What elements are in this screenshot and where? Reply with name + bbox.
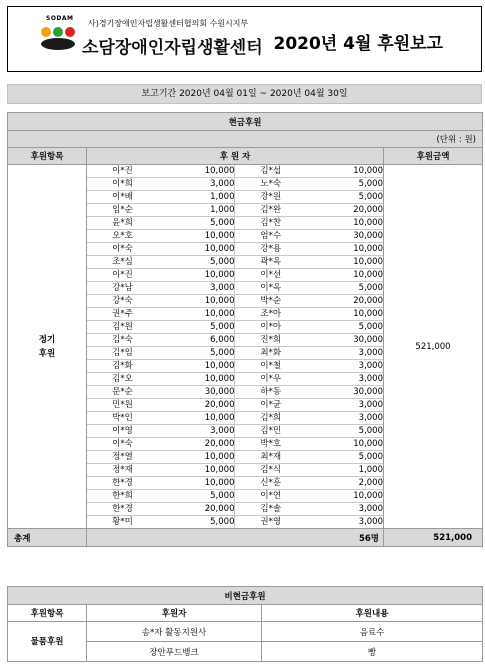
- donor-amount: 1,000: [158, 204, 235, 217]
- donor-name: 권*영: [260, 517, 282, 528]
- donor-amount: 3,000: [306, 373, 383, 386]
- category-amount: 521,000: [384, 165, 483, 529]
- donor-amount: 30,000: [306, 230, 383, 243]
- donor-row: [87, 230, 383, 243]
- donor-amount: 10,000: [158, 451, 235, 464]
- cash-section-title: 현금후원: [8, 113, 483, 131]
- donor-name: 김*오: [87, 373, 158, 386]
- donor-amount: 10,000: [158, 243, 235, 256]
- donor-name: 임*순: [87, 204, 158, 217]
- donor-amount: 3,000: [158, 425, 235, 438]
- donor-amount: 3,000: [306, 360, 383, 373]
- donor-amount: 10,000: [306, 165, 383, 178]
- donor-amount: 10,000: [158, 230, 235, 243]
- donor-name: 이*배: [87, 191, 158, 204]
- donor-amount: 3,000: [158, 178, 235, 191]
- donor-name: 곽*옥: [235, 256, 306, 269]
- donor-amount: 20,000: [306, 295, 383, 308]
- donor-name: 이*철: [235, 360, 306, 373]
- donor-row: [87, 321, 383, 334]
- donor-name: 이*우: [235, 373, 306, 386]
- donor-name: 김*찬: [235, 217, 306, 230]
- donor-amount: 10,000: [306, 269, 383, 282]
- donor-name: 강*숙: [87, 295, 158, 308]
- donor-row: [87, 334, 383, 347]
- donor-amount: 5,000: [306, 178, 383, 191]
- donor-amount: 2,000: [306, 477, 383, 490]
- donor-name: 윤*희: [87, 217, 158, 230]
- donor-row: [87, 308, 383, 321]
- donor-amount: 5,000: [306, 425, 383, 438]
- donor-row: [87, 282, 383, 295]
- noncash-donation-table: [7, 586, 483, 662]
- donor-amount: 20,000: [158, 438, 235, 451]
- donor-name: 조*아: [235, 308, 306, 321]
- donor-name: 신*훈: [235, 477, 306, 490]
- donor-amount: 6,000: [158, 334, 235, 347]
- report-period: 보고기간 2020년 04월 01일 ~ 2020년 04월 30일: [7, 84, 482, 104]
- donor-row: [87, 503, 383, 516]
- donor-name: 김*섭: [235, 165, 306, 178]
- donor-row: [87, 191, 383, 204]
- col-header-donor: 후 원 자: [87, 148, 384, 165]
- donor-name: 한*경: [87, 477, 158, 490]
- donor-name: 조*심: [87, 256, 158, 269]
- donor-name: 엄*수: [235, 230, 306, 243]
- unit-note: (단위 : 원): [8, 131, 483, 148]
- nc-content: 빵: [262, 642, 483, 662]
- donor-amount: 20,000: [158, 503, 235, 516]
- donor-row: [87, 464, 383, 477]
- donor-row: [87, 217, 383, 230]
- donor-name: 김*원: [87, 321, 158, 334]
- donor-name: 김*완: [235, 204, 306, 217]
- donor-name: 진*희: [235, 334, 306, 347]
- donor-amount: 3,000: [158, 282, 235, 295]
- donor-list: [87, 165, 384, 529]
- donor-name: 정*재: [87, 464, 158, 477]
- donor-amount: 5,000: [158, 321, 235, 334]
- donor-amount: 1,000: [158, 191, 235, 204]
- donor-amount: 10,000: [306, 217, 383, 230]
- donor-row: [87, 425, 383, 438]
- donor-amount: 5,000: [158, 347, 235, 360]
- donor-name: 최*화: [235, 347, 306, 360]
- donor-row: [87, 165, 383, 178]
- donor-name: 박*인: [87, 412, 158, 425]
- donor-amount: 30,000: [306, 386, 383, 399]
- noncash-section-title: 비현금후원: [8, 587, 483, 605]
- nc-content: 음료수: [262, 622, 483, 642]
- donor-row: [87, 295, 383, 308]
- donor-name: 최*재: [235, 451, 306, 464]
- nc-donor: 송*자 활동지원사: [87, 622, 262, 642]
- donor-name: 하*동: [235, 386, 306, 399]
- nc-col-header-donor: 후원자: [87, 605, 262, 622]
- donor-name: 김*숙: [87, 334, 158, 347]
- donor-name: 한*희: [87, 490, 158, 503]
- donor-row: [87, 399, 383, 412]
- donor-amount: 10,000: [158, 477, 235, 490]
- donor-amount: 10,000: [158, 464, 235, 477]
- donor-row: [87, 269, 383, 282]
- col-header-item: 후원항목: [8, 148, 87, 165]
- donor-name: 노*숙: [235, 178, 306, 191]
- donor-name: 박*호: [235, 438, 306, 451]
- nc-col-header-item: 후원항목: [8, 605, 87, 622]
- donor-name: 김*임: [87, 347, 158, 360]
- donor-row: [87, 347, 383, 360]
- donor-amount: 30,000: [158, 386, 235, 399]
- report-header: [7, 6, 482, 72]
- donor-amount: 10,000: [306, 308, 383, 321]
- total-count: 56명: [87, 529, 384, 547]
- page-title: 2020년 4월 후원보고: [273, 34, 443, 54]
- donor-name: 이*진: [87, 165, 158, 178]
- donor-name: 한*경: [87, 503, 158, 516]
- donor-row: [87, 516, 383, 529]
- col-header-amount: 후원금액: [384, 148, 483, 165]
- donor-amount: 10,000: [158, 373, 235, 386]
- donor-amount: 3,000: [358, 517, 383, 528]
- donor-amount: 10,000: [306, 438, 383, 451]
- donor-name: 김*민: [235, 425, 306, 438]
- donor-row: [87, 256, 383, 269]
- donor-name: 김*솔: [235, 503, 306, 516]
- donor-name: 이*옥: [235, 282, 306, 295]
- donor-amount: 3,000: [306, 347, 383, 360]
- donor-name: 이*진: [87, 269, 158, 282]
- donor-amount: 10,000: [158, 165, 235, 178]
- donor-name: 민*원: [87, 399, 158, 412]
- donor-amount: 10,000: [158, 295, 235, 308]
- donor-amount: 5,000: [158, 516, 235, 529]
- donor-amount: 5,000: [158, 490, 235, 503]
- total-row: [8, 529, 483, 547]
- category-regular: [8, 165, 87, 529]
- donor-name: 문*순: [87, 386, 158, 399]
- donor-name: 오*호: [87, 230, 158, 243]
- donor-name: 이*아: [235, 321, 306, 334]
- donor-name: 김*식: [235, 464, 306, 477]
- donor-name: 이*숙: [87, 438, 158, 451]
- donor-name: 김*화: [87, 360, 158, 373]
- category-goods: 물품후원: [8, 622, 87, 662]
- donor-amount: 10,000: [158, 269, 235, 282]
- logo-brand: SODAM: [46, 15, 74, 22]
- donor-name: 이*영: [87, 425, 158, 438]
- donor-row: [87, 360, 383, 373]
- category-line2: 후원: [38, 348, 56, 359]
- donor-name: 이*희: [87, 178, 158, 191]
- donor-amount: 5,000: [306, 282, 383, 295]
- org-name: 사)경기장애인자립생활센터협의회 수원시지부: [88, 19, 249, 28]
- donor-amount: 1,000: [306, 464, 383, 477]
- donor-name: 박*순: [235, 295, 306, 308]
- center-name: 소담장애인자립생활센터: [82, 38, 263, 58]
- donor-amount: 5,000: [158, 256, 235, 269]
- donor-row: [87, 490, 383, 503]
- cash-donation-table: [7, 112, 483, 547]
- donor-amount: 10,000: [158, 412, 235, 425]
- total-label: 총계: [8, 529, 87, 547]
- donor-name: 권*주: [87, 308, 158, 321]
- donor-amount: 10,000: [306, 490, 383, 503]
- donor-amount: 20,000: [158, 399, 235, 412]
- donor-amount: 5,000: [306, 191, 383, 204]
- donor-name: 이*선: [235, 269, 306, 282]
- donor-amount: 30,000: [306, 334, 383, 347]
- donor-row: [87, 178, 383, 191]
- donor-amount: 3,000: [306, 412, 383, 425]
- nc-donor: 장안푸드뱅크: [87, 642, 262, 662]
- donor-row: [87, 373, 383, 386]
- donor-amount: 5,000: [158, 217, 235, 230]
- donor-amount: 10,000: [306, 243, 383, 256]
- donor-grid: [87, 165, 383, 528]
- donor-name: 이*숙: [87, 243, 158, 256]
- donor-name: 강*원: [235, 191, 306, 204]
- donor-row: [87, 451, 383, 464]
- category-line1: 정기: [38, 334, 56, 345]
- logo-icon: [36, 22, 86, 52]
- donor-amount: 20,000: [306, 204, 383, 217]
- donor-name: 정*열: [87, 451, 158, 464]
- total-amount: 521,000: [384, 529, 483, 547]
- donor-amount: 10,000: [306, 256, 383, 269]
- donor-amount: 3,000: [306, 399, 383, 412]
- donor-name: 황*미: [112, 517, 133, 528]
- donor-row: [87, 438, 383, 451]
- donor-amount: 10,000: [158, 308, 235, 321]
- donor-name: 김*희: [235, 412, 306, 425]
- donor-amount: 3,000: [306, 503, 383, 516]
- donor-row: [87, 243, 383, 256]
- donor-name: 강*남: [87, 282, 158, 295]
- donor-row: [87, 204, 383, 217]
- donor-amount: 10,000: [158, 360, 235, 373]
- donor-amount: 5,000: [306, 321, 383, 334]
- logo: [26, 13, 261, 69]
- donor-row: [87, 477, 383, 490]
- donor-name: 강*용: [235, 243, 306, 256]
- donor-name: 이*균: [235, 399, 306, 412]
- donor-row: [87, 386, 383, 399]
- donor-amount: 5,000: [306, 451, 383, 464]
- donor-name: 이*연: [235, 490, 306, 503]
- nc-col-header-content: 후원내용: [262, 605, 483, 622]
- donor-row: [87, 412, 383, 425]
